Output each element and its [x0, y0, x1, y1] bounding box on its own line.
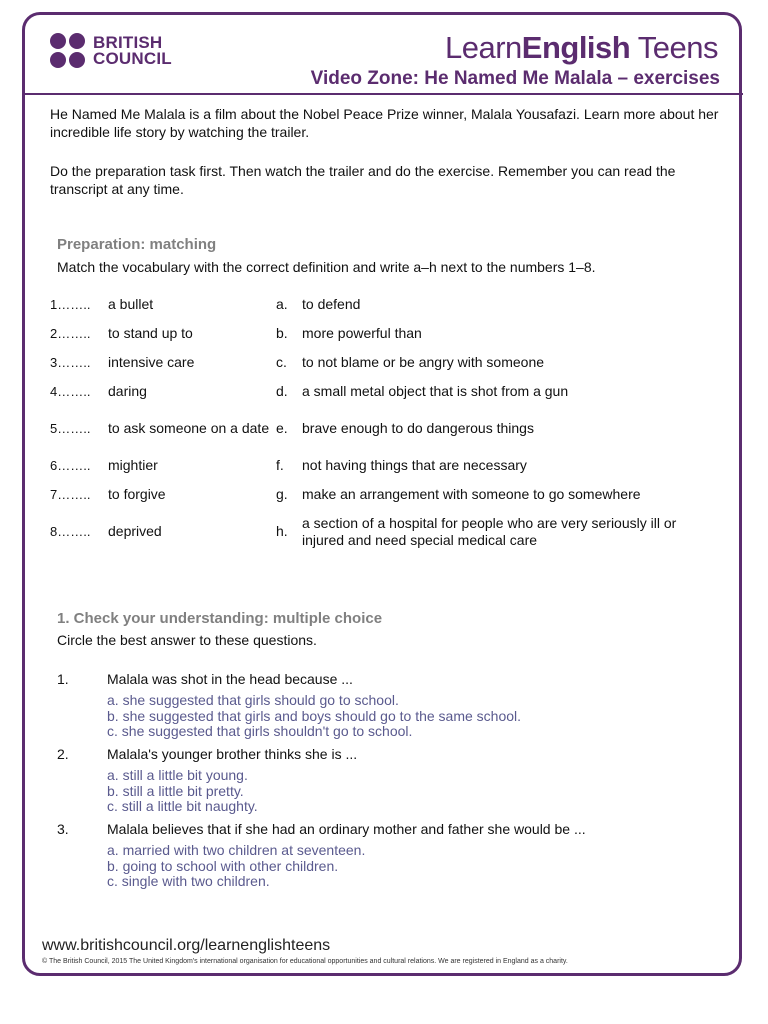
vocab-term: to stand up to — [108, 325, 193, 341]
definition-letter: a. — [276, 296, 288, 312]
definition-text: to not blame or be angry with someone — [302, 354, 545, 370]
header-divider — [25, 93, 743, 95]
definition-letter: e. — [276, 420, 288, 436]
answer-option-a[interactable]: a. married with two children at seventeen. — [107, 842, 366, 858]
answer-option-a[interactable]: a. still a little bit young. — [107, 767, 248, 783]
row-number: 3…….. — [50, 355, 91, 370]
logo-dots-icon — [50, 33, 85, 68]
row-number: 8…….. — [50, 524, 91, 539]
footer-copyright: © The British Council, 2015 The United Kingdom's international organisation for educational opportunities and cultural relations. We are registered in England as a charity. — [42, 958, 568, 965]
british-council-logo — [50, 33, 172, 68]
definition-text: a section of a hospital for people who are very seriously ill or injured and need special medical care — [302, 514, 677, 548]
intro-paragraph-1: He Named Me Malala is a film about the Nobel Peace Prize winner, Malala Yousafazi. Learn more about her incredible life story by watching the trailer. — [50, 106, 719, 140]
matching-row — [50, 377, 702, 406]
vocab-term: daring — [108, 383, 147, 399]
row-number: 7…….. — [50, 487, 91, 502]
intro-paragraph-2: Do the preparation task first. Then watch the trailer and do the exercise. Remember you can read the transcript at any time. — [50, 163, 676, 197]
definition-text: a small metal object that is shot from a gun — [302, 383, 569, 399]
row-number: 6…….. — [50, 458, 91, 473]
logo-line-1: BRITISH — [93, 32, 163, 52]
learnenglish-teens-title — [445, 30, 718, 66]
answer-option-a[interactable]: a. she suggested that girls should go to school. — [107, 692, 399, 708]
vocab-term: deprived — [108, 523, 162, 539]
exercise-1-heading: 1. Check your understanding: multiple choice — [57, 610, 383, 627]
definition-letter: d. — [276, 383, 288, 399]
answer-option-b[interactable]: b. she suggested that girls and boys should go to the same school. — [107, 707, 522, 724]
vocab-term: intensive care — [108, 354, 195, 370]
question-text: Malala was shot in the head because ... — [107, 671, 353, 687]
vocab-term: to forgive — [108, 486, 166, 502]
question-number: 1. — [57, 671, 69, 687]
row-number: 1…….. — [50, 297, 91, 312]
row-number: 4…….. — [50, 384, 91, 399]
definition-letter: g. — [276, 486, 288, 502]
vocab-term: mightier — [108, 457, 158, 473]
preparation-heading: Preparation: matching — [57, 236, 217, 253]
question-text: Malala believes that if she had an ordinary mother and father she would be ... — [107, 821, 586, 837]
definition-letter: h. — [276, 523, 288, 539]
matching-row — [50, 451, 702, 480]
definition-text: to defend — [302, 296, 361, 312]
answer-option-c[interactable]: c. she suggested that girls shouldn't go to school. — [107, 723, 413, 739]
definition-text: make an arrangement with someone to go somewhere — [302, 486, 641, 502]
vocab-term: to ask someone on a date — [108, 420, 270, 436]
exercise-1-instruction: Circle the best answer to these questions. — [57, 632, 317, 648]
brand-english: English — [521, 30, 631, 65]
answer-option-b[interactable]: b. going to school with other children. — [107, 857, 339, 874]
logo-line-2: COUNCIL — [93, 48, 172, 68]
answer-option-c[interactable]: c. single with two children. — [107, 873, 270, 889]
definition-text: brave enough to do dangerous things — [302, 420, 534, 436]
preparation-instruction: Match the vocabulary with the correct definition and write a–h next to the numbers 1–8. — [57, 259, 596, 275]
definition-text: not having things that are necessary — [302, 457, 527, 473]
brand-learn: Learn — [444, 30, 522, 65]
matching-table — [50, 290, 702, 554]
matching-row — [50, 290, 702, 319]
question-number: 3. — [57, 821, 69, 837]
brand-teens: Teens — [630, 30, 718, 65]
answer-options — [107, 843, 365, 890]
answer-option-b[interactable]: b. still a little bit pretty. — [107, 782, 244, 799]
matching-row — [50, 509, 702, 554]
answer-option-c[interactable]: c. still a little bit naughty. — [107, 798, 258, 814]
matching-row — [50, 406, 702, 451]
answer-options — [107, 693, 521, 740]
definition-letter: f. — [276, 457, 284, 473]
matching-row — [50, 319, 702, 348]
zone-title: Video Zone: He Named Me Malala – exercises — [310, 68, 720, 89]
definition-text: more powerful than — [302, 325, 422, 341]
definition-letter: c. — [276, 354, 287, 370]
matching-row — [50, 348, 702, 377]
row-number: 2…….. — [50, 326, 91, 341]
question-text: Malala's younger brother thinks she is ... — [107, 746, 358, 762]
definition-letter: b. — [276, 325, 288, 341]
question-number: 2. — [57, 746, 69, 762]
answer-options — [107, 768, 258, 815]
footer-url-link[interactable]: www.britishcouncil.org/learnenglishteens — [42, 937, 331, 954]
matching-row — [50, 480, 702, 509]
vocab-term: a bullet — [108, 296, 154, 312]
row-number: 5…….. — [50, 421, 91, 436]
